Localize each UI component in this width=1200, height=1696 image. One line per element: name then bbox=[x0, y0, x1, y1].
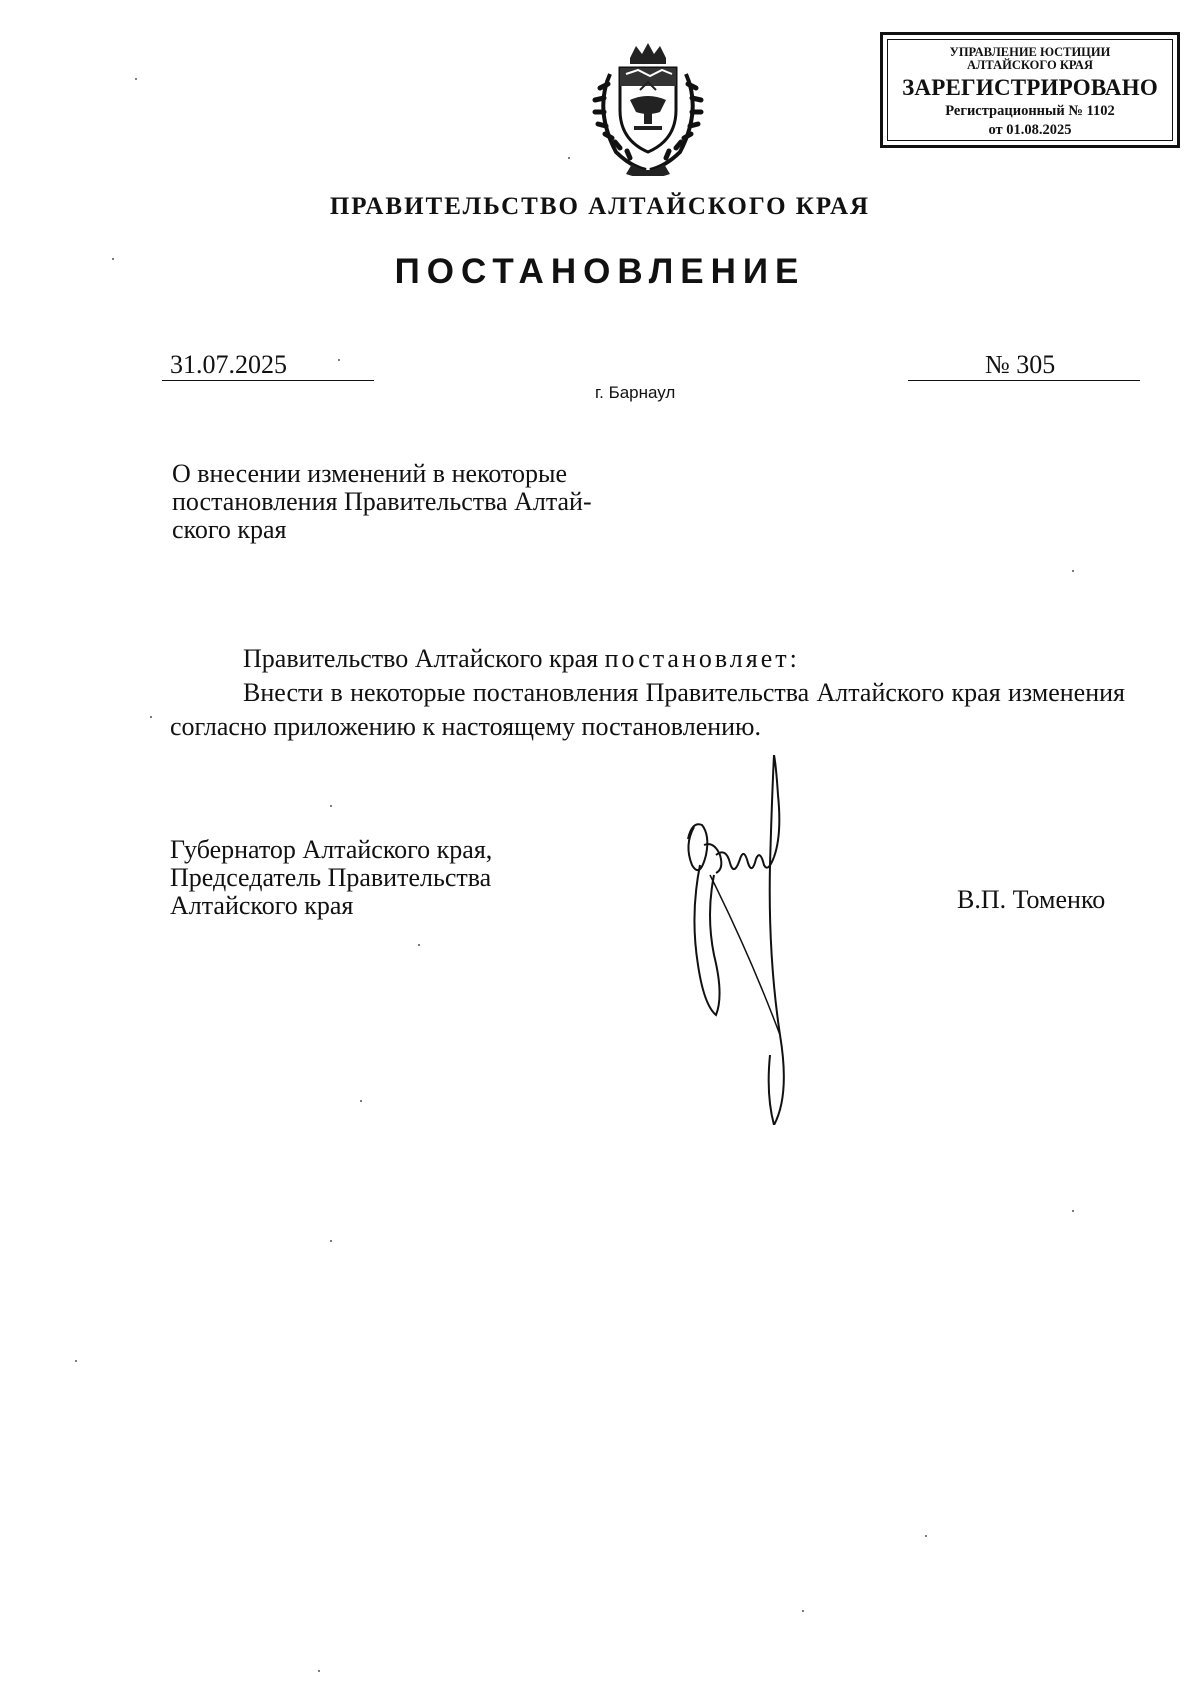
document-number: № 305 bbox=[985, 350, 1056, 379]
government-title: ПРАВИТЕЛЬСТВО АЛТАЙСКОГО КРАЯ bbox=[329, 193, 871, 220]
scan-speck bbox=[418, 944, 420, 946]
intro-spaced-verb: постановляет: bbox=[604, 644, 800, 673]
subject-line1: О внесении изменений в некоторые bbox=[172, 459, 568, 488]
scan-speck bbox=[330, 805, 332, 807]
intro-text: Правительство Алтайского края bbox=[243, 644, 605, 673]
scan-speck bbox=[338, 359, 340, 361]
resolution-body: Внести в некоторые постановления Правительства Алтайского края изменения согласно приложению к настоящему постановлению. bbox=[170, 678, 1125, 741]
scan-speck bbox=[568, 157, 570, 159]
scan-speck bbox=[135, 78, 137, 80]
document-type: ПОСТАНОВЛЕНИЕ bbox=[394, 252, 806, 291]
registration-stamp bbox=[880, 32, 1180, 148]
stamp-org-line1: УПРАВЛЕНИЕ ЮСТИЦИИ bbox=[949, 45, 1111, 59]
signer-name: В.П. Томенко bbox=[957, 885, 1106, 914]
document-date: 31.07.2025 bbox=[170, 350, 287, 379]
scan-speck bbox=[330, 1240, 332, 1242]
scan-speck bbox=[75, 1360, 77, 1362]
signatory-line1: Губернатор Алтайского края, bbox=[170, 835, 493, 864]
stamp-inner-frame bbox=[887, 39, 1173, 141]
stamp-organization bbox=[888, 46, 1172, 72]
handwritten-signature bbox=[670, 755, 810, 1125]
scan-speck bbox=[925, 1535, 927, 1537]
subject-line2: постановления Правительства Алтай- bbox=[172, 487, 592, 516]
resolution-intro bbox=[243, 642, 800, 676]
stamp-registration-number: Регистрационный № 1102 bbox=[945, 103, 1115, 119]
document-subject bbox=[172, 460, 642, 544]
subject-line3: ского края bbox=[172, 515, 287, 544]
stamp-registration-date: от 01.08.2025 bbox=[988, 122, 1072, 138]
scan-speck bbox=[150, 716, 152, 718]
scan-speck bbox=[318, 1670, 320, 1672]
signatory-line3: Алтайского края bbox=[170, 891, 354, 920]
scan-speck bbox=[360, 1100, 362, 1102]
scan-speck bbox=[802, 1610, 804, 1612]
signatory-line2: Председатель Правительства bbox=[170, 863, 492, 892]
scan-speck bbox=[112, 258, 114, 260]
stamp-org-line2: АЛТАЙСКОГО КРАЯ bbox=[967, 58, 1093, 72]
date-underline bbox=[162, 380, 374, 381]
scan-speck bbox=[1072, 570, 1074, 572]
number-underline bbox=[908, 380, 1140, 381]
signatory-title bbox=[170, 836, 492, 920]
scan-speck bbox=[1072, 1210, 1074, 1212]
document-city: г. Барнаул bbox=[595, 383, 676, 402]
stamp-status: ЗАРЕГИСТРИРОВАНО bbox=[902, 75, 1158, 100]
coat-of-arms-icon bbox=[586, 40, 710, 176]
